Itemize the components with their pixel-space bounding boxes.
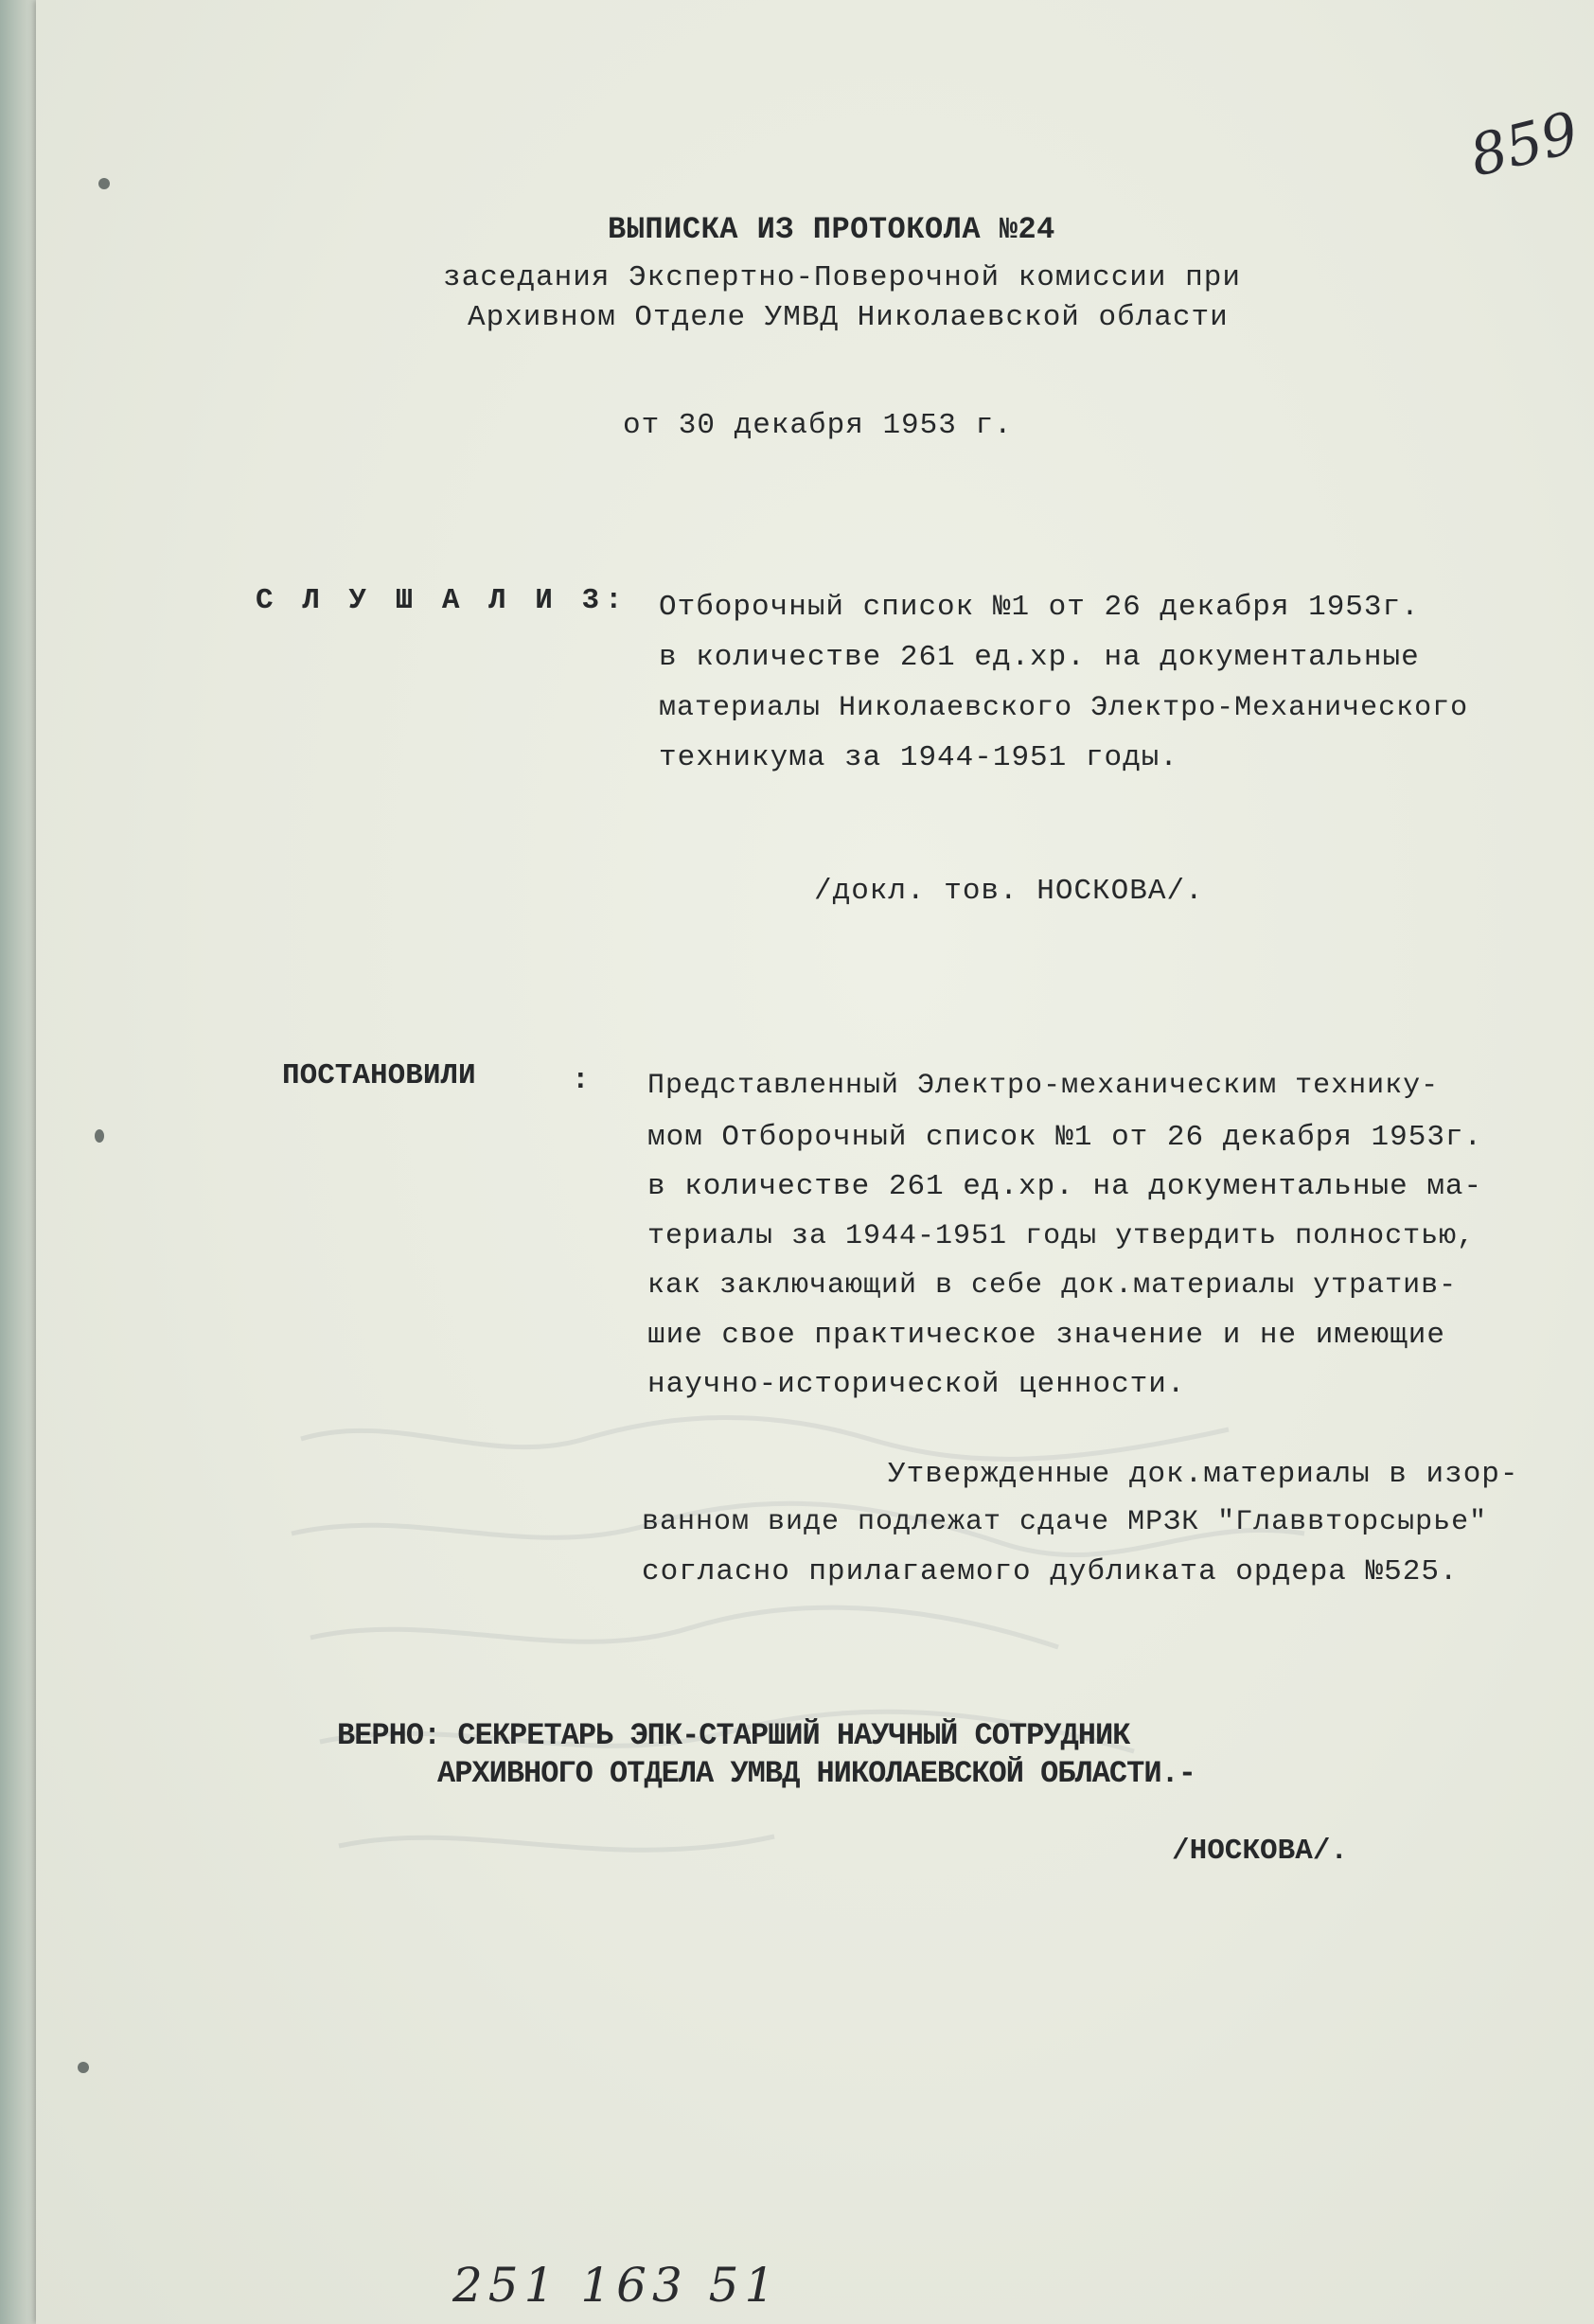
resolved-para2-line: Утвержденные док.материалы в изор- [888,1458,1519,1491]
resolved-line: шие свое практическое значение и не имеющие [647,1319,1445,1352]
document-title: ВЫПИСКА ИЗ ПРОТОКОЛА №24 [608,212,1055,247]
backdrop-edge [0,0,38,2324]
resolved-line: териалы за 1944-1951 годы утвердить полностью, [647,1220,1476,1252]
bottom-handwritten-note: 251 163 51 [452,2258,781,2313]
document-date: от 30 декабря 1953 г. [623,409,1013,442]
signature-name: /НОСКОВА/. [1172,1835,1349,1868]
heard-line: в количестве 261 ед.хр. на документальные [659,641,1420,674]
resolved-para2-line: согласно прилагаемого дубликата ордера №525. [642,1555,1459,1588]
resolved-line: Представленный Электро-механическим технику- [647,1070,1440,1102]
resolved-label: ПОСТАНОВИЛИ [282,1059,476,1092]
heard-label: С Л У Ш А Л И 3: [256,584,629,617]
page-number-handwritten: 859 [1463,99,1585,190]
heard-line: материалы Николаевского Электро-Механического [659,692,1469,724]
resolved-line: мом Отборочный список №1 от 26 декабря 1953г. [647,1121,1483,1154]
resolved-line: научно-исторической ценности. [647,1368,1186,1401]
heard-line: техникума за 1944-1951 годы. [659,741,1178,774]
signature-line: ВЕРНО: СЕКРЕТАРЬ ЭПК-СТАРШИЙ НАУЧНЫЙ СОТРУДНИК [337,1718,1130,1753]
heard-reporter: /докл. тов. НОСКОВА/. [814,875,1204,908]
header-line-commission: заседания Экспертно-Поверочной комиссии при [443,261,1241,294]
header-line-department: Архивном Отделе УМВД Николаевской области [468,301,1229,334]
resolved-line: в количестве 261 ед.хр. на документальные ма- [647,1170,1483,1203]
document-sheet [36,0,1594,2324]
punch-mark-middle [95,1129,104,1143]
resolved-line: как заключающий в себе док.материалы утратив- [647,1269,1458,1302]
heard-line: Отборочный список №1 от 26 декабря 1953г. [659,591,1420,624]
punch-mark-top [98,178,110,189]
resolved-colon: : [572,1064,591,1097]
signature-line: АРХИВНОГО ОТДЕЛА УМВД НИКОЛАЕВСКОЙ ОБЛАСТИ.- [437,1756,1196,1791]
resolved-para2-line: ванном виде подлежат сдаче МРЗК "Главвторсырье" [642,1506,1488,1538]
punch-mark-bottom [78,2062,89,2073]
